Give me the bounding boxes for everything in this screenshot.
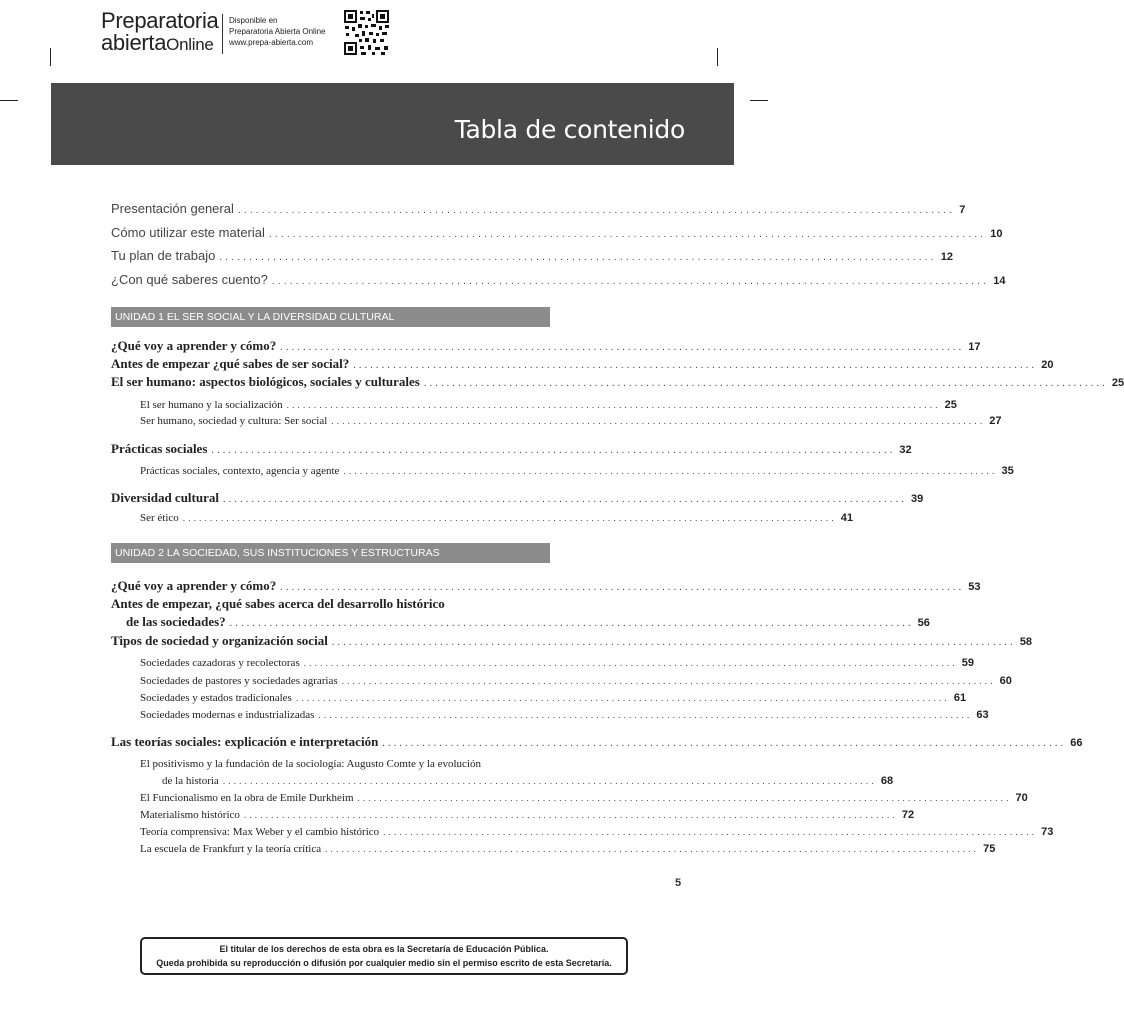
availability-line: Disponible en — [229, 16, 278, 25]
logo-suffix: Online — [166, 35, 214, 54]
leader-dots: ........................................................................................................................ — [222, 494, 907, 505]
toc-entry-page: 25 — [944, 399, 957, 411]
toc-entry-title: Antes de empezar ¿qué sabes de ser social? — [111, 356, 350, 371]
availability-url: www.prepa-abierta.com — [229, 38, 314, 47]
page-title: Tabla de contenido — [454, 115, 685, 144]
toc-entry-title: El ser humano y la socialización — [140, 399, 283, 411]
toc-entry-page: 60 — [999, 675, 1012, 687]
copyright-notice — [140, 937, 628, 975]
toc-entry-title: Antes de empezar, ¿qué sabes acerca del desarrollo histórico — [111, 596, 445, 611]
leader-dots: ........................................................................................................................ — [303, 658, 958, 668]
toc-entry-page: 10 — [990, 228, 1003, 240]
leader-dots: ........................................................................................................................ — [325, 844, 980, 854]
logo-main: abierta — [101, 30, 167, 55]
toc-entry-title: El positivismo y la fundación de la sociología: Augusto Comte y la evolución — [140, 758, 481, 770]
toc-subentry — [140, 465, 1014, 477]
toc-entry-page: 63 — [976, 709, 989, 721]
toc-entry-title: Ser ético — [140, 512, 179, 524]
toc-entry-page: 20 — [1041, 359, 1054, 371]
toc-entry-title: Las teorías sociales: explicación e interpretación — [111, 734, 379, 749]
toc-entry-page: 61 — [953, 692, 967, 704]
toc-subentry — [140, 415, 1002, 427]
toc-subentry — [140, 826, 1054, 838]
crop-mark — [0, 100, 18, 101]
toc-entry — [111, 441, 912, 457]
leader-dots: ........................................................................................................................ — [222, 776, 877, 786]
toc-entry-title: Sociedades modernas e industrializadas — [140, 709, 315, 721]
leader-dots: ........................................................................................................................ — [318, 710, 973, 720]
toc-entry-page: 59 — [961, 657, 974, 669]
leader-dots: ........................................................................................................................ — [383, 827, 1038, 837]
notice-line: El titular de los derechos de esta obra es la Secretaría de Educación Pública. — [219, 944, 549, 954]
toc-subentry — [140, 843, 996, 855]
leader-dots: ........................................................................................................................ — [382, 738, 1067, 749]
leader-dots: ........................................................................................................................ — [229, 618, 914, 629]
leader-dots: ........................................................................................................................ — [357, 793, 1012, 803]
toc-entry — [111, 225, 1003, 240]
toc-entry-page: 75 — [983, 843, 996, 855]
toc-entry-page: 72 — [901, 809, 915, 821]
toc-subentry — [140, 709, 989, 721]
leader-dots: ........................................................................................................................ — [341, 676, 996, 686]
availability-info — [229, 15, 326, 48]
toc-entry — [111, 338, 981, 354]
toc-entry-page: 73 — [1041, 826, 1054, 838]
toc-entry-page: 17 — [968, 341, 981, 353]
leader-dots: ........................................................................................................................ — [211, 445, 896, 456]
toc-subentry — [140, 809, 915, 821]
toc-entry-title: Prácticas sociales — [111, 441, 208, 456]
toc-entry-page: 39 — [910, 493, 924, 505]
toc-subentry — [140, 399, 957, 411]
crop-mark — [717, 48, 718, 66]
toc-entry-page: 58 — [1019, 636, 1033, 648]
leader-dots: ........................................................................................................................ — [286, 400, 941, 410]
availability-line: Preparatoria Abierta Online — [229, 27, 326, 36]
toc-entry-page: 66 — [1070, 737, 1083, 749]
toc-entry — [111, 248, 953, 263]
toc-subentry — [140, 657, 974, 669]
unit-heading: UNIDAD 2 LA SOCIEDAD, SUS INSTITUCIONES Y ESTRUCTURAS — [111, 543, 550, 563]
toc-entry-page: 35 — [1001, 465, 1014, 477]
leader-dots: ........................................................................................................................ — [331, 416, 986, 426]
toc-entry-title: de las sociedades? — [126, 614, 226, 629]
toc-entry-title: Presentación general — [111, 201, 234, 216]
leader-dots: ........................................................................................................................ — [295, 693, 950, 703]
toc-entry-title: ¿Con qué saberes cuento? — [111, 272, 268, 287]
crop-mark — [50, 48, 51, 66]
toc-entry-page: 70 — [1015, 792, 1028, 804]
leader-dots: ........................................................................................................................ — [237, 205, 956, 216]
toc-entry-title: Materialismo histórico — [140, 809, 240, 821]
toc-entry-page: 25 — [1111, 377, 1124, 389]
toc-entry-title: Sociedades cazadoras y recolectoras — [140, 657, 300, 669]
leader-dots: ........................................................................................................................ — [271, 276, 990, 287]
toc-entry — [111, 490, 924, 506]
qr-code-icon — [343, 9, 390, 56]
toc-entry-page: 27 — [989, 415, 1002, 427]
toc-entry — [111, 374, 1124, 390]
title-banner — [51, 83, 734, 165]
publisher-logo — [101, 10, 218, 56]
toc-entry-title: ¿Qué voy a aprender y cómo? — [111, 578, 277, 593]
toc-entry-page: 14 — [993, 275, 1006, 287]
toc-entry-page: 32 — [899, 444, 912, 456]
leader-dots: ........................................................................................................................ — [182, 513, 837, 523]
toc-subentry — [140, 512, 854, 524]
toc-entry-title: Tu plan de trabajo — [111, 248, 216, 263]
toc-subentry — [140, 675, 1012, 687]
toc-entry-title: El Funcionalismo en la obra de Emile Durkheim — [140, 792, 354, 804]
logo-line2 — [101, 32, 218, 56]
toc-entry-page: 7 — [959, 204, 966, 216]
toc-entry-title: Sociedades de pastores y sociedades agrarias — [140, 675, 338, 687]
toc-entry — [111, 633, 1033, 649]
leader-dots: ........................................................................................................................ — [423, 378, 1108, 389]
toc-entry-title: ¿Qué voy a aprender y cómo? — [111, 338, 277, 353]
toc-entry-title: Diversidad cultural — [111, 490, 219, 505]
toc-entry-page: 56 — [917, 617, 930, 629]
leader-dots: ........................................................................................................................ — [343, 466, 998, 476]
toc-entry-page: 53 — [968, 581, 981, 593]
toc-entry-page: 41 — [840, 512, 854, 524]
unit-heading: UNIDAD 1 EL SER SOCIAL Y LA DIVERSIDAD CULTURAL — [111, 307, 550, 327]
toc-entry — [111, 596, 551, 612]
page-number: 5 — [675, 877, 682, 889]
leader-dots: ........................................................................................................................ — [219, 252, 937, 263]
toc-entry — [111, 734, 1083, 750]
notice-line: Queda prohibida su reproducción o difusión por cualquier medio sin el permiso escrito de esta Secretaría. — [156, 958, 612, 968]
crop-mark — [750, 100, 768, 101]
toc-entry — [111, 201, 966, 216]
toc-entry-title: Prácticas sociales, contexto, agencia y agente — [140, 465, 340, 477]
logo-divider — [222, 14, 223, 54]
toc-entry-title: La escuela de Frankfurt y la teoría crítica — [140, 843, 322, 855]
leader-dots: ........................................................................................................................ — [280, 582, 965, 593]
toc-entry-title: Tipos de sociedad y organización social — [111, 633, 328, 648]
toc-subentry — [140, 758, 551, 770]
toc-entry-page: 68 — [880, 775, 894, 787]
leader-dots: ........................................................................................................................ — [268, 229, 987, 240]
logo-line1: Preparatoria — [101, 8, 219, 33]
leader-dots: ........................................................................................................................ — [243, 810, 898, 820]
toc-subentry-continuation — [162, 775, 894, 787]
toc-entry-title: El ser humano: aspectos biológicos, sociales y culturales — [111, 374, 420, 389]
toc-entry-title: de la historia — [162, 775, 219, 787]
toc-subentry — [140, 692, 967, 704]
toc-entry — [111, 578, 981, 594]
toc-entry — [111, 356, 1054, 372]
toc-subentry — [140, 792, 1028, 804]
toc-entry-title: Ser humano, sociedad y cultura: Ser social — [140, 415, 328, 427]
toc-entry-continuation — [126, 614, 930, 630]
leader-dots: ........................................................................................................................ — [331, 637, 1016, 648]
toc-entry-page: 12 — [940, 251, 953, 263]
toc-entry-title: Teoría comprensiva: Max Weber y el cambio histórico — [140, 826, 380, 838]
toc-entry — [111, 272, 1006, 287]
leader-dots: ........................................................................................................................ — [353, 360, 1038, 371]
toc-entry-title: Cómo utilizar este material — [111, 225, 265, 240]
leader-dots: ........................................................................................................................ — [280, 342, 965, 353]
toc-entry-title: Sociedades y estados tradicionales — [140, 692, 292, 704]
